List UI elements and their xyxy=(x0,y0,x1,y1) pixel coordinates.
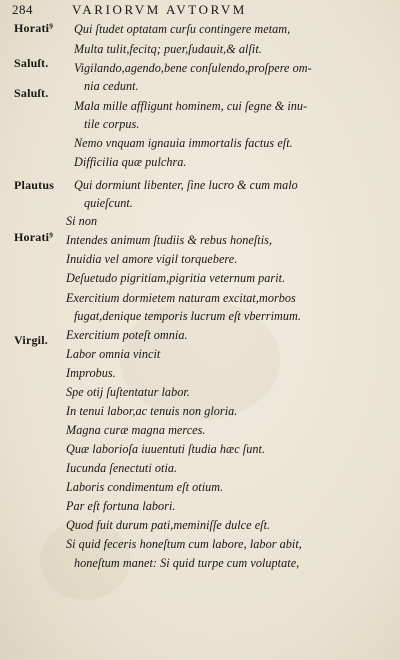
text-line: Par eſt fortuna labori. xyxy=(66,499,176,513)
margin-author: Saluſt. xyxy=(14,86,49,100)
margin-author: Virgil. xyxy=(14,333,48,347)
text-line: Quod fuit durum pati,meminiſſe dulce eſt. xyxy=(66,518,271,532)
margin-author: Saluſt. xyxy=(14,56,49,70)
text-line: Nemo vnquam ignauia immortalis factus eſt. xyxy=(74,136,293,150)
text-line: nia cedunt. xyxy=(84,79,139,93)
margin-author: Plautus xyxy=(14,178,55,192)
page-header xyxy=(12,2,388,20)
text-line: Exercitium poteſt omnia. xyxy=(66,328,188,342)
text-line: quieſcunt. xyxy=(84,196,133,210)
text-line: Qui dormiunt libenter, ſine lucro & cum malo xyxy=(74,178,298,192)
margin-author: Horati⁹ xyxy=(14,21,53,35)
text-line: Deſuetudo pigritiam,pigritia veternum parit. xyxy=(66,271,286,285)
text-line: Exercitium dormietem naturam excitat,morbos xyxy=(66,291,296,305)
text-line: Spe otij ſuſtentatur labor. xyxy=(66,385,190,399)
margin-author: Horati⁹ xyxy=(14,230,53,244)
text-line: Improbus. xyxy=(66,366,116,380)
text-line: Multa tulit,fecitq; puer,ſudauit,& alſit. xyxy=(74,42,262,56)
text-line: Magna curæ magna merces. xyxy=(66,423,206,437)
text-line: Vigilando,agendo,bene conſulendo,proſpere om- xyxy=(74,61,312,75)
text-line: fugat,denique temporis lucrum eſt vberrimum. xyxy=(74,309,301,323)
page-number: 284 xyxy=(12,2,33,17)
text-line: tile corpus. xyxy=(84,117,140,131)
text-line: Iucunda ſenectuti otia. xyxy=(66,461,178,475)
text-line: Qui ſtudet optatam curſu contingere metam, xyxy=(74,22,291,36)
text-line: Si non xyxy=(66,214,98,228)
text-line: Mala mille affligunt hominem, cui ſegne & inu- xyxy=(74,99,308,113)
text-line: Laboris condimentum eſt otium. xyxy=(66,480,224,494)
text-line: Si quid feceris honeſtum cum labore, labor abit, xyxy=(66,537,302,551)
text-line: Intendes animum ſtudiis & rebus honeſtis, xyxy=(66,233,273,247)
running-head: VARIORVM AVTORVM xyxy=(72,2,247,17)
text-line: Difficilia quæ pulchra. xyxy=(74,155,187,169)
text-line: Inuidia vel amore vigil torquebere. xyxy=(66,252,238,266)
text-line: Quæ laborioſa iuuentuti ſtudia hæc ſunt. xyxy=(66,442,266,456)
text-line: honeſtum manet: Si quid turpe cum voluptate, xyxy=(74,556,300,570)
text-line: Labor omnia vincit xyxy=(66,347,161,361)
text-line: In tenui labor,ac tenuis non gloria. xyxy=(66,404,238,418)
